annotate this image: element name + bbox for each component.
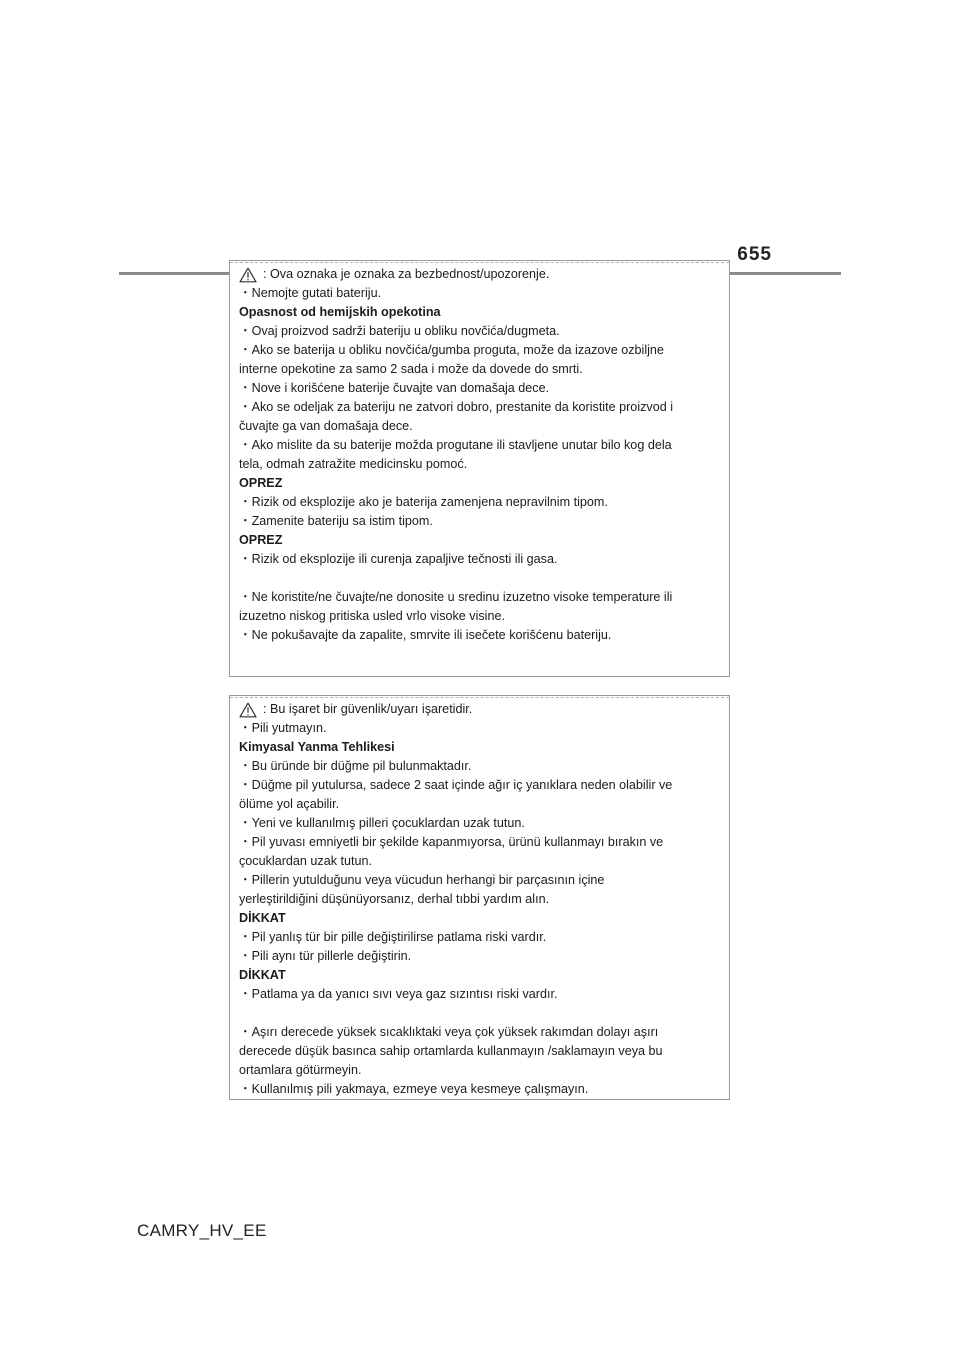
notice-line: ・Nemojte gutati bateriju. [239, 286, 382, 300]
notice-line: ・Ako se baterija u obliku novčića/gumba proguta, može da izazove ozbiljne [239, 343, 664, 357]
warning-line [239, 700, 723, 719]
notice-line: tela, odmah zatražite medicinsku pomoć. [239, 457, 468, 471]
notice-line: çocuklardan uzak tutun. [239, 854, 373, 868]
blank-line [239, 1004, 723, 1023]
notice-line: ・Ako se odeljak za bateriju ne zatvori dobro, prestanite da koristite proizvod i [239, 400, 674, 414]
warning-text: : Bu işaret bir güvenlik/uyarı işaretidir. [263, 702, 473, 716]
caution-heading: DİKKAT [239, 911, 286, 925]
notice-line: ・Aşırı derecede yüksek sıcaklıktaki veya çok yüksek rakımdan dolayı aşırı [239, 1025, 659, 1039]
notice-line: ・Rizik od eksplozije ili curenja zapaljive tečnosti ili gasa. [239, 552, 558, 566]
notice-line: interne opekotine za samo 2 sada i može da dovede do smrti. [239, 362, 583, 376]
warning-triangle-icon [239, 702, 257, 718]
notice-line: ・Pili yutmayın. [239, 721, 327, 735]
notice-line: ・Ovaj proizvod sadrži bateriju u obliku novčića/dugmeta. [239, 324, 560, 338]
caution-heading: OPREZ [239, 533, 283, 547]
warning-triangle-icon [239, 267, 257, 283]
notice-line: ölüme yol açabilir. [239, 797, 340, 811]
caution-heading: OPREZ [239, 476, 283, 490]
blank-line [239, 569, 723, 588]
notice-line: ・Nove i korišćene baterije čuvajte van domašaja dece. [239, 381, 550, 395]
notice-line: ・Zamenite bateriju sa istim tipom. [239, 514, 433, 528]
warning-line [239, 265, 723, 284]
notice-line: ・Pil yuvası emniyetli bir şekilde kapanmıyorsa, ürünü kullanmayı bırakın ve [239, 835, 664, 849]
notice-line: čuvajte ga van domašaja dece. [239, 419, 413, 433]
notice-line: ・Bu üründe bir düğme pil bulunmaktadır. [239, 759, 472, 773]
caution-heading: DİKKAT [239, 968, 286, 982]
notice-line: ・Pil yanlış tür bir pille değiştirilirse patlama riski vardır. [239, 930, 547, 944]
notice-line: yerleştirildiğini düşünüyorsanız, derhal tıbbi yardım alın. [239, 892, 550, 906]
notice-box-serbian [229, 260, 730, 677]
notice-line: ortamlara götürmeyin. [239, 1063, 362, 1077]
notice-line: ・Ne koristite/ne čuvajte/ne donosite u sredinu izuzetno visoke temperature ili [239, 590, 673, 604]
notice-heading: Opasnost od hemijskih opekotina [239, 305, 441, 319]
notice-line: ・Patlama ya da yanıcı sıvı veya gaz sızıntısı riski vardır. [239, 987, 558, 1001]
notice-line: ・Pillerin yutulduğunu veya vücudun herhangi bir parçasının içine [239, 873, 605, 887]
notice-line: ・Rizik od eksplozije ako je baterija zamenjena nepravilnim tipom. [239, 495, 608, 509]
notice-line: ・Yeni ve kullanılmış pilleri çocuklardan uzak tutun. [239, 816, 525, 830]
notice-line: ・Pili aynı tür pillerle değiştirin. [239, 949, 412, 963]
notice-box-turkish [229, 695, 730, 1100]
notice-heading: Kimyasal Yanma Tehlikesi [239, 740, 395, 754]
notice-line: derecede düşük basınca sahip ortamlarda kullanmayın /saklamayın veya bu [239, 1044, 663, 1058]
notice-lines-serbian [239, 265, 723, 645]
warning-text: : Ova oznaka je oznaka za bezbednost/upozorenje. [263, 267, 550, 281]
notice-line: izuzetno niskog pritiska usled vrlo visoke visine. [239, 609, 505, 623]
notice-line: ・Ako mislite da su baterije možda progutane ili stavljene unutar bilo kog dela [239, 438, 672, 452]
page-number: 655 [737, 244, 772, 265]
notice-line: ・Düğme pil yutulursa, sadece 2 saat içinde ağır iç yanıklara neden olabilir ve [239, 778, 673, 792]
notice-line: ・Ne pokušavajte da zapalite, smrvite ili isečete korišćenu bateriju. [239, 628, 612, 642]
footer-model-code: CAMRY_HV_EE [137, 1221, 267, 1240]
notice-lines-turkish [239, 700, 723, 1099]
notice-line: ・Kullanılmış pili yakmaya, ezmeye veya kesmeye çalışmayın. [239, 1082, 589, 1096]
